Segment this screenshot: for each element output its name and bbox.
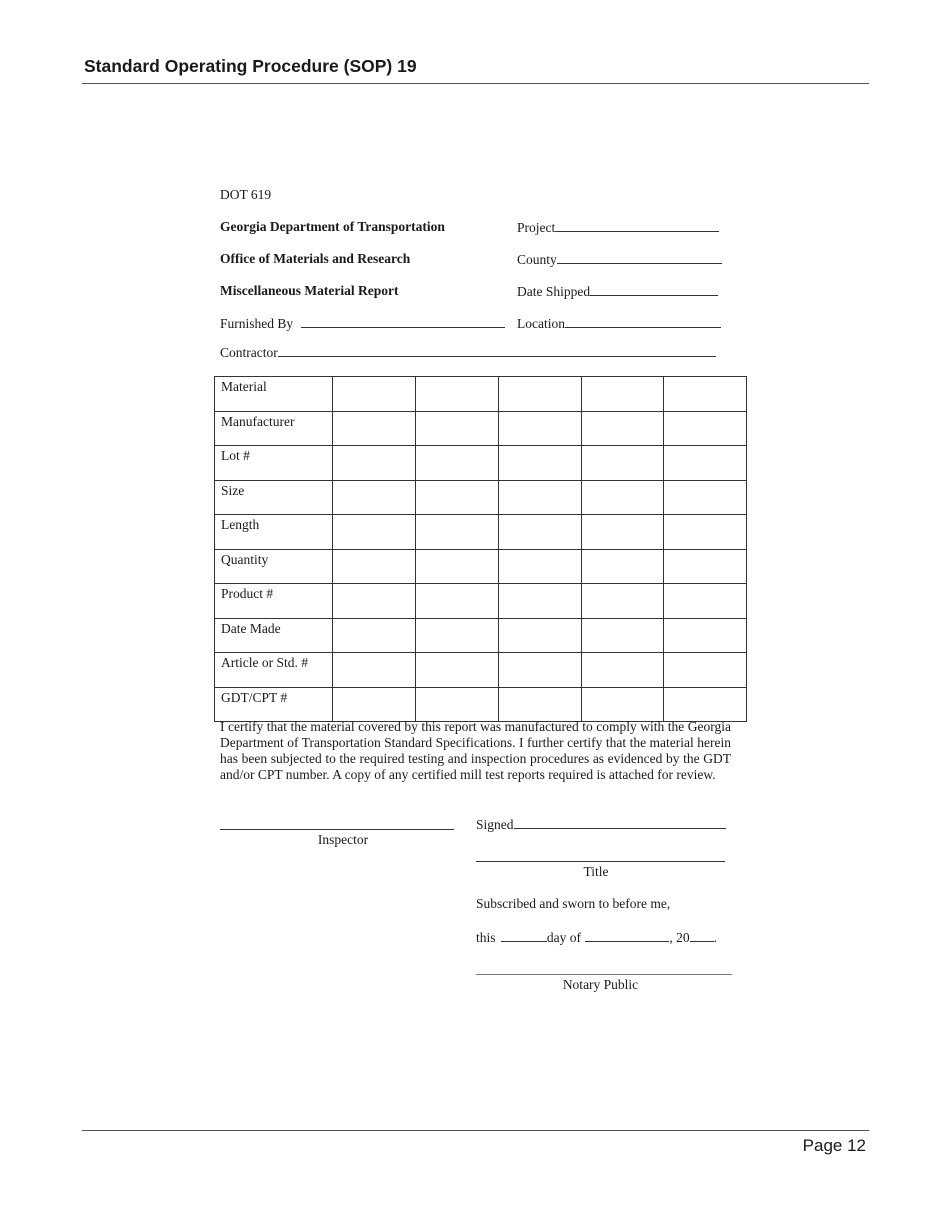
table-cell <box>664 411 747 446</box>
table-cell <box>416 411 499 446</box>
row-label: Date Made <box>215 618 333 653</box>
table-cell <box>333 480 416 515</box>
month-blank <box>585 929 669 942</box>
table-cell <box>664 549 747 584</box>
table-cell <box>581 687 664 722</box>
material-table <box>214 376 747 722</box>
row-label: Size <box>215 480 333 515</box>
table-cell <box>581 618 664 653</box>
table-cell <box>333 584 416 619</box>
county-label: County <box>517 252 557 267</box>
table-row <box>215 584 747 619</box>
signed-label: Signed <box>476 817 514 832</box>
table-cell <box>333 653 416 688</box>
sworn-date-line <box>476 929 717 946</box>
row-label: Material <box>215 377 333 412</box>
contractor-label: Contractor <box>220 345 278 360</box>
table-cell <box>333 411 416 446</box>
table-cell <box>581 411 664 446</box>
table-cell <box>416 653 499 688</box>
agency-name: Georgia Department of Transportation <box>220 219 445 234</box>
table-cell <box>416 549 499 584</box>
table-cell <box>664 584 747 619</box>
table-cell <box>498 584 581 619</box>
notary-signature-line <box>476 974 732 975</box>
row-label: Quantity <box>215 549 333 584</box>
table-row <box>215 411 747 446</box>
table-cell <box>333 515 416 550</box>
table-row <box>215 687 747 722</box>
row-label: Lot # <box>215 446 333 481</box>
inspector-signature-line <box>220 829 454 830</box>
table-cell <box>416 480 499 515</box>
inspector-label: Inspector <box>317 832 369 847</box>
table-row <box>215 480 747 515</box>
table-cell <box>664 480 747 515</box>
table-cell <box>498 480 581 515</box>
furnished-by-field <box>220 315 505 332</box>
table-cell <box>498 446 581 481</box>
table-cell <box>416 515 499 550</box>
year-blank <box>690 929 714 942</box>
table-cell <box>664 377 747 412</box>
table-cell <box>333 446 416 481</box>
table-cell <box>664 446 747 481</box>
table-row <box>215 515 747 550</box>
row-label: Manufacturer <box>215 411 333 446</box>
table-cell <box>498 515 581 550</box>
furnished-by-blank <box>301 315 505 328</box>
table-cell <box>416 584 499 619</box>
table-cell <box>333 549 416 584</box>
table-cell <box>416 687 499 722</box>
title-label: Title <box>583 864 609 879</box>
table-cell <box>333 687 416 722</box>
table-cell <box>664 653 747 688</box>
row-label: Product # <box>215 584 333 619</box>
date-shipped-label: Date Shipped <box>517 284 591 299</box>
table-row <box>215 618 747 653</box>
table-row <box>215 377 747 412</box>
contractor-blank <box>278 344 716 357</box>
table-cell <box>581 480 664 515</box>
notary-label: Notary Public <box>562 977 639 992</box>
table-cell <box>498 687 581 722</box>
project-blank <box>555 219 719 232</box>
county-field <box>517 251 722 268</box>
header-divider <box>82 83 869 84</box>
location-blank <box>565 315 721 328</box>
table-cell <box>581 584 664 619</box>
signed-field <box>476 816 726 833</box>
page-number: Page 12 <box>802 1136 866 1155</box>
this-label: this <box>476 930 496 945</box>
page-title: Standard Operating Procedure (SOP) 19 <box>84 56 417 76</box>
table-cell <box>416 377 499 412</box>
project-field <box>517 219 719 236</box>
table-row <box>215 446 747 481</box>
year-prefix: , 20 <box>669 930 690 945</box>
certification-statement: I certify that the material covered by this report was manufactured to comply with the Georgia Department of Transportation Standard Specifications. I further certify that the material herein has been subjected to the required testing and inspection procedures as evidenced by the GDT and/or CPT number. A copy of any certified mill test reports required is attached for review. <box>220 719 731 782</box>
table-row <box>215 549 747 584</box>
row-label: Length <box>215 515 333 550</box>
table-cell <box>664 515 747 550</box>
period-mark: . <box>713 930 718 945</box>
table-cell <box>581 446 664 481</box>
footer-divider <box>82 1130 869 1131</box>
furnished-by-label: Furnished By <box>220 316 294 331</box>
table-cell <box>581 377 664 412</box>
county-blank <box>557 251 722 264</box>
location-field <box>517 315 721 332</box>
table-cell <box>498 377 581 412</box>
table-cell <box>416 446 499 481</box>
table-row <box>215 653 747 688</box>
day-blank <box>501 929 547 942</box>
contractor-field <box>220 344 716 361</box>
table-cell <box>581 653 664 688</box>
table-cell <box>498 653 581 688</box>
row-label: GDT/CPT # <box>215 687 333 722</box>
table-cell <box>333 377 416 412</box>
office-name: Office of Materials and Research <box>220 251 411 266</box>
report-title: Miscellaneous Material Report <box>220 283 399 298</box>
form-code: DOT 619 <box>220 187 272 202</box>
title-line <box>476 861 725 862</box>
table-cell <box>664 618 747 653</box>
row-label: Article or Std. # <box>215 653 333 688</box>
table-cell <box>498 618 581 653</box>
table-cell <box>664 687 747 722</box>
table-cell <box>498 549 581 584</box>
date-shipped-blank <box>590 283 718 296</box>
signed-blank <box>514 816 726 829</box>
project-label: Project <box>517 220 556 235</box>
day-of-label: day of <box>546 930 582 945</box>
subscribed-statement: Subscribed and sworn to before me, <box>476 896 671 911</box>
table-cell <box>581 515 664 550</box>
table-cell <box>333 618 416 653</box>
table-cell <box>498 411 581 446</box>
table-cell <box>416 618 499 653</box>
date-shipped-field <box>517 283 718 300</box>
location-label: Location <box>517 316 565 331</box>
table-cell <box>581 549 664 584</box>
